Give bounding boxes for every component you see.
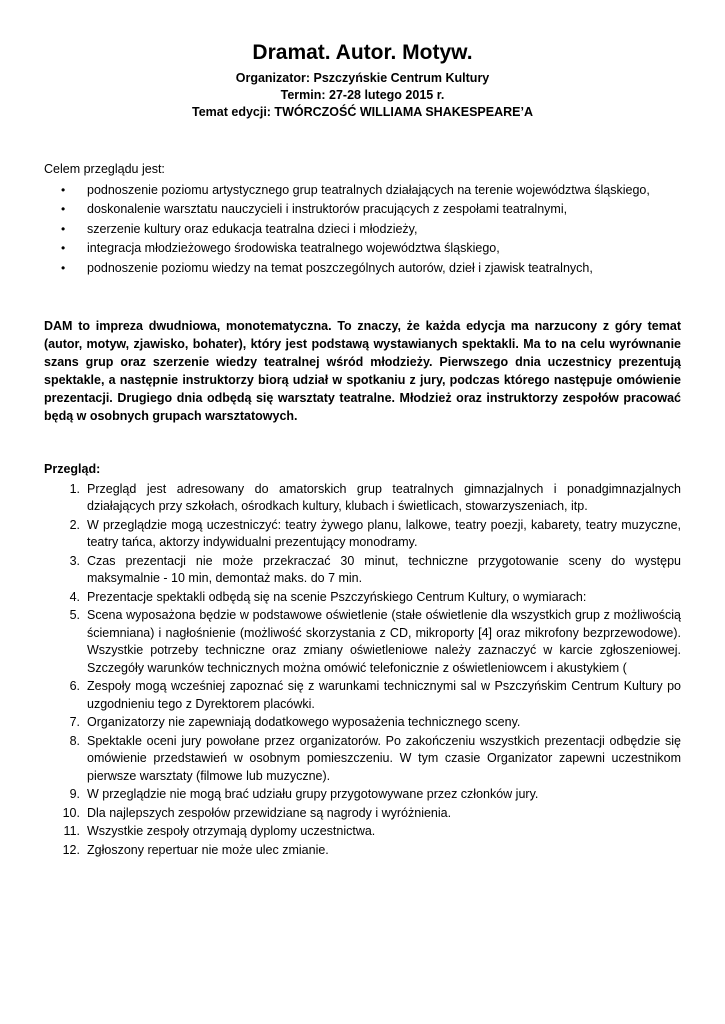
document-title: Dramat. Autor. Motyw.	[252, 41, 473, 64]
review-list	[44, 481, 681, 860]
goal-text: szerzenie kultury oraz edukacja teatralna dzieci i młodzieży,	[87, 221, 418, 236]
goal-text: podnoszenie poziomu wiedzy na temat poszczególnych autorów, dzieł i zjawisk teatralnych,	[87, 260, 593, 275]
item-number: 12.	[62, 842, 80, 857]
review-item	[44, 481, 681, 516]
item-text: W przeglądzie mogą uczestniczyć: teatry żywego planu, lalkowe, teatry poezji, kabarety, teatry muzyczne, teatry tańca, aktorzy indywidualni prezentujący monodramy.	[87, 517, 681, 549]
review-item	[44, 842, 681, 860]
goal-item	[44, 260, 681, 278]
item-text: Spektakle oceni jury powołane przez organizatorów. Po zakończeniu wszystkich prezentacji odbędzie się omówienie przedstawień w osobnym pomieszczeniu. W tym czasie Organizator zapewni uczestnikom pierwsze warsztaty (filmowe lub muzyczne).	[87, 733, 681, 783]
review-heading: Przegląd:	[44, 462, 101, 476]
item-text: Dla najlepszych zespołów przewidziane są nagrody i wyróżnienia.	[87, 805, 452, 820]
item-number: 2.	[69, 517, 80, 532]
item-text: Zgłoszony repertuar nie może ulec zmianie.	[87, 842, 329, 857]
goal-text: doskonalenie warsztatu nauczycieli i instruktorów pracujących z zespołami teatralnymi,	[87, 202, 568, 216]
organizer-line: Organizator: Pszczyńskie Centrum Kultury	[235, 71, 490, 85]
item-text: Czas prezentacji nie może przekraczać 30 minut, techniczne przygotowanie sceny do występu maksymalnie - 10 min, demontaż maks. do 7 min.	[87, 553, 681, 585]
goal-text: podnoszenie poziomu artystycznego grup teatralnych działających na terenie województwa śląskiego,	[87, 182, 650, 197]
item-number: 8.	[69, 733, 80, 748]
review-item	[44, 823, 681, 841]
goal-text: integracja młodzieżowego środowiska teatralnego województwa śląskiego,	[87, 241, 500, 255]
item-number: 6.	[69, 679, 80, 693]
review-item	[44, 805, 681, 823]
item-number: 7.	[69, 715, 80, 729]
term-line: Termin: 27-28 lutego 2015 r.	[280, 88, 445, 102]
review-item	[44, 589, 681, 607]
review-item	[44, 607, 681, 677]
goal-item	[44, 221, 681, 239]
item-text: Scena wyposażona będzie w podstawowe oświetlenie (stałe oświetlenie dla wszystkich grup z możliwością ściemniana) i nagłośnienie (możliwość skorzystania z CD, mikroporty [4] oraz mikrofony bezprzewodowe). Wszystkie potrzeby techniczne oraz zmiany oświetleniowe należy zaznaczyć w karcie zgłoszeniowej. Szczegóły warunków technicznych można omówić telefonicznie z oświetleniowcem i akustykiem (	[87, 608, 681, 675]
goal-item	[44, 240, 681, 258]
item-number: 4.	[69, 589, 80, 604]
item-text: Przegląd jest adresowany do amatorskich grup teatralnych gimnazjalnych i ponadgimnazjalnych działających przy szkołach, ośrodkach kultury, klubach i świetlicach, stowarzyszeniach, itp.	[87, 481, 681, 513]
goal-item	[44, 201, 681, 219]
goals-lead: Celem przeglądu jest:	[44, 162, 165, 176]
item-text: Organizatorzy nie zapewniają dodatkowego wyposażenia technicznego sceny.	[87, 715, 521, 729]
bullet-icon: •	[61, 182, 66, 197]
goals-list	[44, 182, 681, 278]
item-number: 5.	[69, 608, 80, 622]
bullet-icon: •	[61, 221, 66, 236]
item-number: 1.	[69, 481, 80, 496]
item-number: 11.	[63, 824, 80, 838]
item-number: 3.	[69, 553, 80, 568]
item-number: 9.	[69, 787, 80, 801]
description-paragraph: DAM to impreza dwudniowa, monotematyczna. To znaczy, że każda edycja ma narzucony z góry temat (autor, motyw, zjawisko, bohater), który jest podstawą wystawianych spektakli. Ma to na celu wyrównanie szans grup oraz szerzenie wiedzy teatralnej wśród młodzieży. Pierwszego dnia uczestnicy prezentują spektakle, a następnie instruktorzy biorą udział w spotkaniu z jury, podczas którego następuje omówienie prezentacji. Drugiego dnia odbędą się warsztaty teatralne. Młodzież oraz instruktorzy zespołów pracować będą w osobnych grupach warsztatowych.	[44, 319, 681, 423]
item-text: W przeglądzie nie mogą brać udziału grupy przygotowywane przez członków jury.	[87, 787, 539, 801]
item-text: Wszystkie zespoły otrzymają dyplomy uczestnictwa.	[87, 824, 376, 838]
theme-line: Temat edycji: TWÓRCZOŚĆ WILLIAMA SHAKESPEARE’A	[192, 105, 533, 119]
review-item	[44, 714, 681, 732]
goal-item	[44, 182, 681, 200]
review-item	[44, 678, 681, 713]
item-text: Prezentacje spektakli odbędą się na scenie Pszczyńskiego Centrum Kultury, o wymiarach:	[87, 589, 587, 604]
review-item	[44, 786, 681, 804]
bullet-icon: •	[61, 241, 66, 255]
item-number: 10.	[62, 805, 80, 820]
bullet-icon: •	[61, 202, 66, 216]
item-text: Zespoły mogą wcześniej zapoznać się z warunkami technicznymi sal w Pszczyńskim Centrum Kultury po uzgodnieniu tego z Dyrektorem placówki.	[87, 679, 681, 711]
bullet-icon: •	[61, 260, 66, 275]
review-item	[44, 517, 681, 552]
review-item	[44, 733, 681, 786]
review-item	[44, 553, 681, 588]
